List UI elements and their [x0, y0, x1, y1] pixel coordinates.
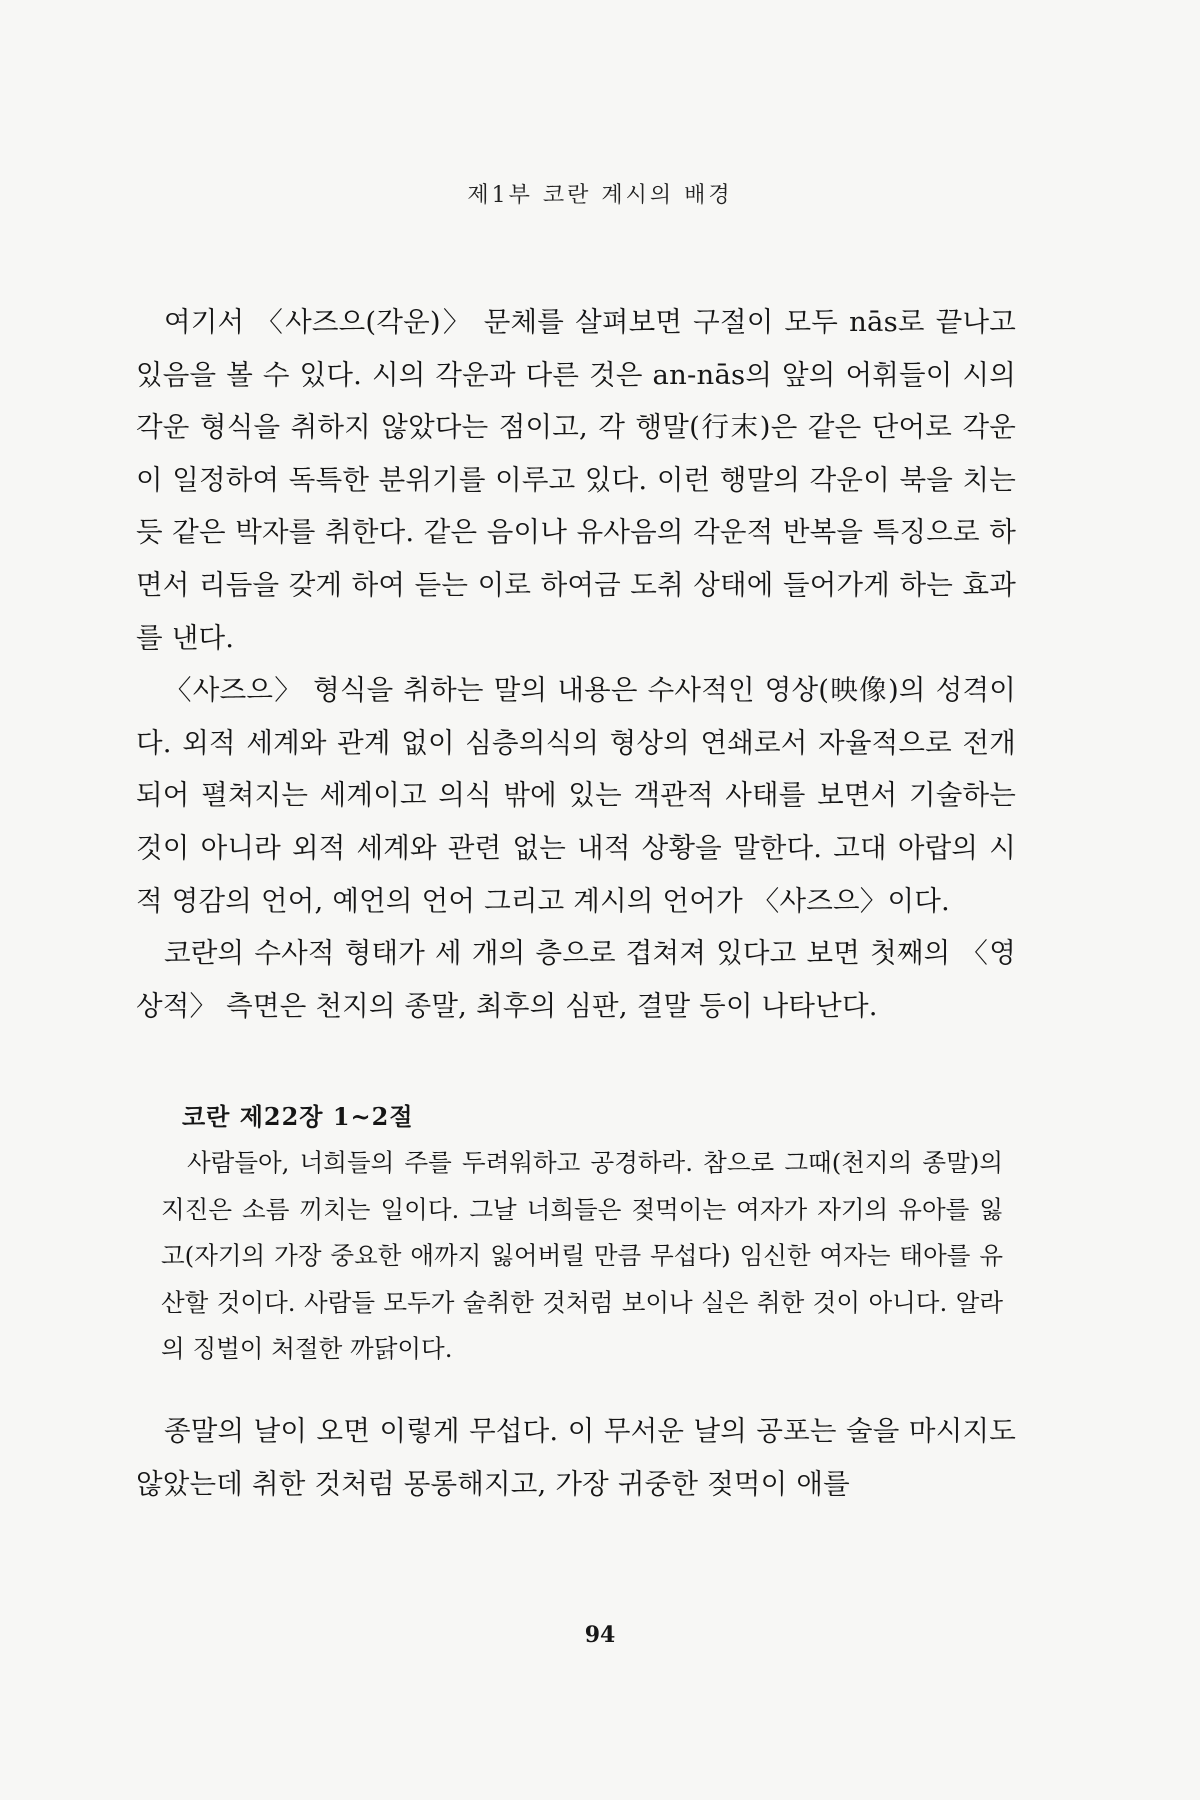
main-text-section	[136, 296, 1016, 1032]
paragraph-rhetorical-layers: 코란의 수사적 형태가 세 개의 층으로 겹쳐져 있다고 보면 첫째의 〈영상적〉 측면은 천지의 종말, 최후의 심판, 결말 등이 나타난다.	[136, 937, 1016, 1022]
paragraph-saj-imagery: 〈사즈으〉 형식을 취하는 말의 내용은 수사적인 영상(映像)의 성격이다. 외적 세계와 관계 없이 심층의식의 형상의 연쇄로서 자율적으로 전개되어 펼쳐지는 세계이고 의식 밖에 있는 객관적 사태를 보면서 기술하는 것이 아니라 외적 세계와 관련 없는 내적 상황을 말한다. 고대 아랍의 시적 영감의 언어, 예언의 언어 그리고 계시의 언어가 〈사즈으〉이다.	[136, 674, 1016, 917]
running-header: 제1부 코란 계시의 배경	[467, 183, 733, 208]
quote-title: 코란 제22장 1~2절	[182, 1102, 414, 1131]
page-number: 94	[584, 1622, 616, 1648]
closing-text-section	[136, 1405, 1016, 1510]
quote-text: 사람들아, 너희들의 주를 두려워하고 공경하라. 참으로 그때(천지의 종말)의 지진은 소름 끼치는 일이다. 그날 너희들은 젖먹이는 여자가 자기의 유아를 잃고(자기의 가장 중요한 애까지 잃어버릴 만큼 무섭다) 임신한 여자는 태아를 유산할 것이다. 사람들 모두가 술취한 것처럼 보이나 실은 취한 것이 아니다. 알라의 징벌이 처절한 까닭이다.	[161, 1148, 1003, 1363]
paragraph-closing: 종말의 날이 오면 이렇게 무섭다. 이 무서운 날의 공포는 술을 마시지도 않았는데 취한 것처럼 몽롱해지고, 가장 귀중한 젖먹이 애를	[136, 1415, 1016, 1500]
paragraph-saj-rhyme: 여기서 〈사즈으(각운)〉 문체를 살펴보면 구절이 모두 nās로 끝나고 있음을 볼 수 있다. 시의 각운과 다른 것은 an-nās의 앞의 어휘들이 시의 각운 형식을 취하지 않았다는 점이고, 각 행말(行末)은 같은 단어로 각운이 일정하여 독특한 분위기를 이루고 있다. 이런 행말의 각운이 북을 치는 듯 같은 박자를 취한다. 같은 음이나 유사음의 각운적 반복을 특징으로 하면서 리듬을 갖게 하여 듣는 이로 하여금 도취 상태에 들어가게 하는 효과를 낸다.	[136, 306, 1016, 654]
